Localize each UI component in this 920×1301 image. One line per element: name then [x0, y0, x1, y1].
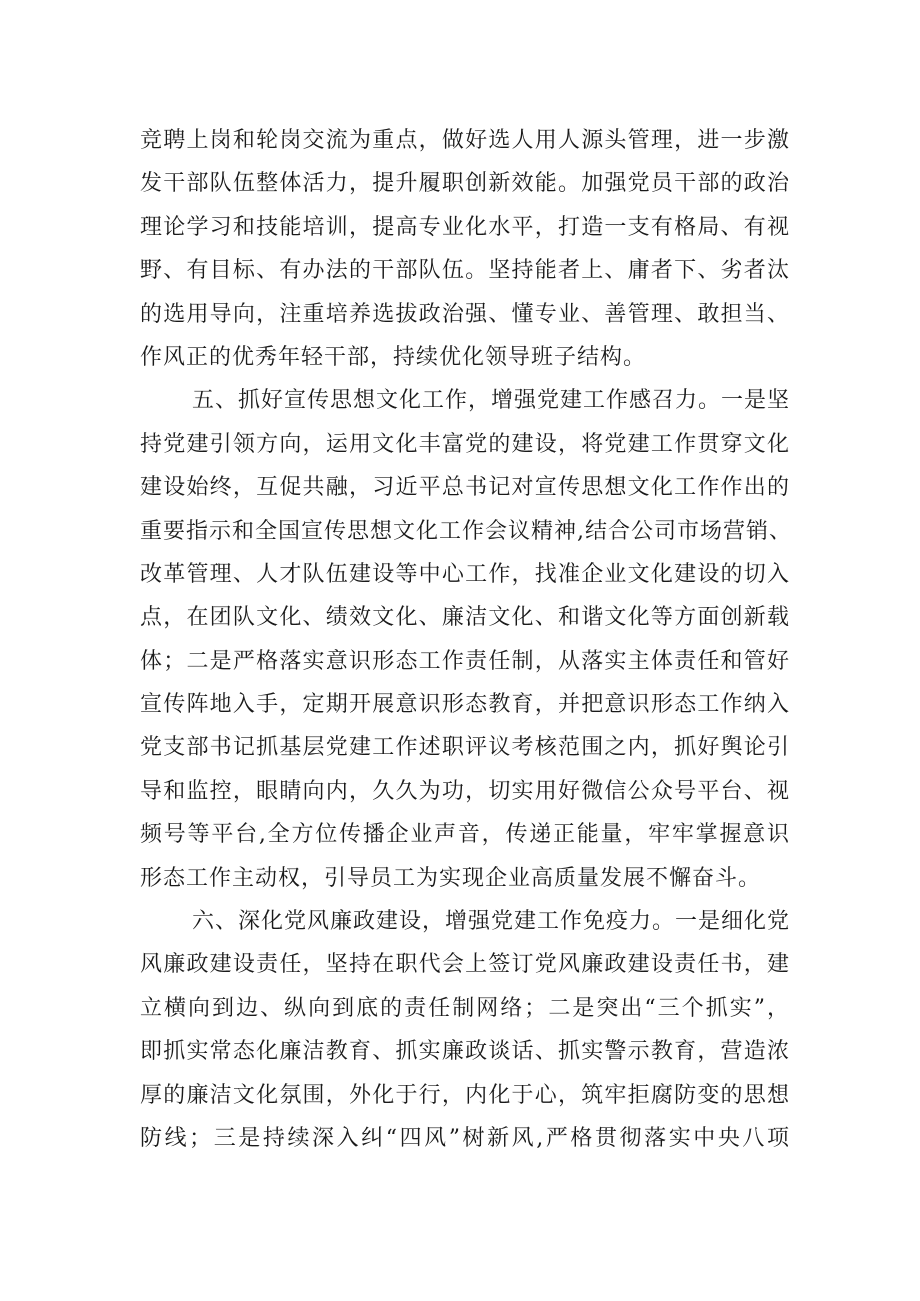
text-line: 发干部队伍整体活力，提升履职创新效能。加强党员干部的政治	[140, 171, 790, 197]
text-line: 体；二是严格落实意识形态工作责任制，从落实主体责任和管好	[140, 648, 790, 674]
text-line: 形态工作主动权，引导员工为实现企业高质量发展不懈奋斗。	[140, 865, 762, 891]
text-line: 导和监控，眼睛向内，久久为功，切实用好微信公众号平台、视	[140, 778, 790, 804]
section-heading-line: 五、抓好宣传思想文化工作，增强党建工作感召力。一是坚	[192, 388, 791, 414]
text-line: 建设始终，互促共融，习近平总书记对宣传思想文化工作作出的	[140, 475, 790, 501]
text-line: 频号等平台,全方位传播企业声音，传递正能量，牢牢掌握意识	[140, 822, 790, 848]
text-line: 改革管理、人才队伍建设等中心工作，找准企业文化建设的切入	[140, 561, 790, 587]
text-line: 竞聘上岗和轮岗交流为重点，做好选人用人源头管理，进一步激	[140, 128, 790, 153]
text-line: 野、有目标、有办法的干部队伍。坚持能者上、庸者下、劣者汰	[140, 258, 790, 284]
text-line: 理论学习和技能培训，提高专业化水平，打造一支有格局、有视	[140, 214, 790, 240]
text-line: 宣传阵地入手，定期开展意识形态教育，并把意识形态工作纳入	[140, 692, 790, 718]
text-line: 重要指示和全国宣传思想文化工作会议精神,结合公司市场营销、	[140, 518, 792, 544]
text-line: 点，在团队文化、绩效文化、廉洁文化、和谐文化等方面创新载	[140, 605, 790, 631]
text-line: 风廉政建设责任，坚持在职代会上签订党风廉政建设责任书，建	[140, 952, 790, 978]
text-line: 即抓实常态化廉洁教育、抓实廉政谈话、抓实警示教育，营造浓	[140, 1039, 790, 1065]
text-line: 的选用导向，注重培养选拔政治强、懂专业、善管理、敢担当、	[140, 301, 790, 327]
document-body	[140, 119, 790, 1160]
text-line: 防线；三是持续深入纠“四风”树新风,严格贯彻落实中央八项	[140, 1125, 790, 1151]
section-heading-line: 六、深化党风廉政建设，增强党建工作免疫力。一是细化党	[192, 909, 791, 935]
text-line: 作风正的优秀年轻干部，持续优化领导班子结构。	[140, 344, 647, 370]
text-line: 持党建引领方向，运用文化丰富党的建设，将党建工作贯穿文化	[140, 431, 790, 457]
text-line: 厚的廉洁文化氛围，外化于行，内化于心，筑牢拒腐防变的思想	[140, 1082, 790, 1108]
text-line: 党支部书记抓基层党建工作述职评议考核范围之内，抓好舆论引	[140, 735, 790, 761]
text-line: 立横向到边、纵向到底的责任制网络；二是突出“三个抓实”，	[140, 995, 790, 1021]
